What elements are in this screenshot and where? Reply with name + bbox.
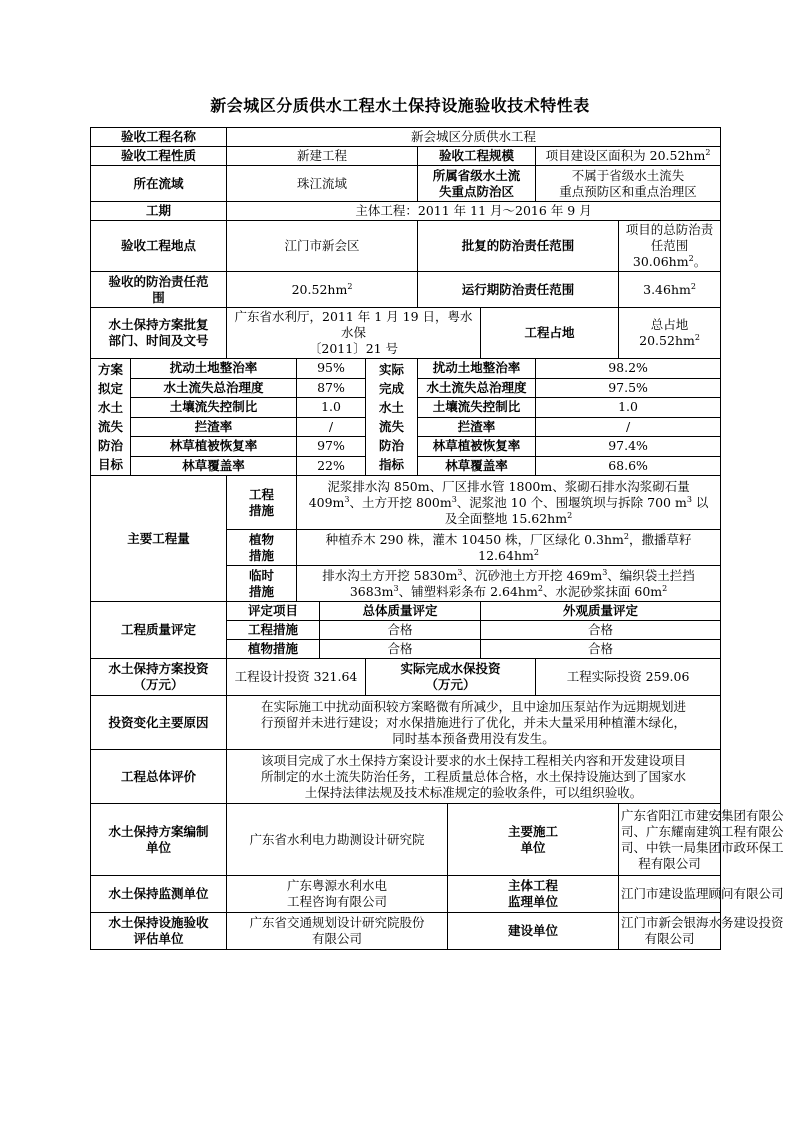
operation-scope-label: 运行期防治责任范围 [418, 272, 619, 308]
quality-item: 工程措施 [227, 621, 320, 640]
target-plan-value: 22% [297, 456, 366, 476]
plan-approval-label: 水土保持方案批复 部门、时间及文号 [91, 308, 227, 359]
actual-investment-value: 工程实际投资 259.06 [536, 659, 721, 696]
target-plan-value: 87% [297, 378, 366, 398]
scale-label: 验收工程规模 [418, 147, 536, 166]
actual-target-name: 水土流失总治理度 [418, 378, 536, 398]
target-actual-value: 1.0 [536, 398, 721, 418]
engineering-measures-label: 工程 措施 [227, 476, 297, 530]
quality-overall: 合格 [320, 640, 481, 659]
zone-value: 不属于省级水土流失 重点预防区和重点治理区 [536, 166, 721, 202]
approved-scope-value: 项目的总防治责 任范围 $30.06hm^2$。 [619, 221, 721, 272]
project-name-value: 新会城区分质供水工程 [227, 128, 721, 147]
project-name-label: 验收工程名称 [91, 128, 227, 147]
construction-unit-label: 主要施工 单位 [448, 804, 619, 876]
plan-target-header: 方案 拟定 水土 流失 防治 目标 [91, 359, 131, 476]
temporary-measures-label: 临时 措施 [227, 566, 297, 602]
target-name: 水土流失总治理度 [131, 378, 297, 398]
compile-unit-value: 广东省水利电力勘测设计研究院 [227, 804, 448, 876]
engineering-measures-value: 泥浆排水沟 850m、厂区排水管 1800m、浆砌石排水沟浆砌石量 $409m^3$、土方开挖 $800m^3$、泥浆池 10 个、围堰筑坝与拆除 700 $m^3$ 以 及全面整地 $15.62hm^2$ [297, 476, 721, 530]
period-value: 主体工程：2011 年 11 月～2016 年 9 月 [227, 202, 721, 221]
target-name: 土壤流失控制比 [131, 398, 297, 418]
target-plan-value: / [297, 417, 366, 437]
actual-target-name: 拦渣率 [418, 417, 536, 437]
operation-scope-value: $3.46hm^2$ [619, 272, 721, 308]
assessment-unit-label: 水土保持设施验收 评估单位 [91, 913, 227, 950]
approved-scope-label: 批复的防治责任范围 [418, 221, 619, 272]
actual-target-name: 扰动土地整治率 [418, 359, 536, 379]
plan-investment-label: 水土保持方案投资 （万元） [91, 659, 227, 696]
supervision-unit-label: 主体工程 监理单位 [448, 876, 619, 913]
compile-unit-label: 水土保持方案编制 单位 [91, 804, 227, 876]
construction-unit-value: 广东省阳江市建安集团有限公 司、广东耀南建筑工程有限公 司、中铁一局集团市政环保工 程有限公司 [619, 804, 721, 876]
plant-measures-value: 种植乔木 290 株，灌木 10450 株，厂区绿化 $0.3hm^2$，撒播草籽 $12.64hm^2$ [297, 530, 721, 566]
target-actual-value: 97.4% [536, 437, 721, 457]
actual-target-header: 实际 完成 水土 流失 防治 指标 [366, 359, 418, 476]
change-reason-label: 投资变化主要原因 [91, 696, 227, 750]
builder-unit-value: 江门市新会银海水务建设投资 有限公司 [619, 913, 721, 950]
builder-unit-label: 建设单位 [448, 913, 619, 950]
spec-table [90, 127, 784, 950]
zone-label: 所属省级水土流 失重点防治区 [418, 166, 536, 202]
target-actual-value: 68.6% [536, 456, 721, 476]
scale-value: 项目建设区面积为 $20.52hm^2$ [536, 147, 721, 166]
plant-measures-label: 植物 措施 [227, 530, 297, 566]
quality-header-overall: 总体质量评定 [320, 602, 481, 621]
assessment-unit-value: 广东省交通规划设计研究院股份 有限公司 [227, 913, 448, 950]
nature-value: 新建工程 [227, 147, 418, 166]
target-plan-value: 95% [297, 359, 366, 379]
actual-target-name: 林草植被恢复率 [418, 437, 536, 457]
quality-label: 工程质量评定 [91, 602, 227, 659]
land-label: 工程占地 [481, 308, 619, 359]
overall-evaluation-label: 工程总体评价 [91, 750, 227, 804]
basin-value: 珠江流域 [227, 166, 418, 202]
accept-scope-value: $20.52hm^2$ [227, 272, 418, 308]
plan-approval-value: 广东省水利厅，2011 年 1 月 19 日，粤水水保 〔2011〕21 号 [227, 308, 481, 359]
change-reason-value: 在实际施工中扰动面积较方案略微有所减少，且中途加压泵站作为远期规划进 行预留并未进行建设；对水保措施进行了优化，并未大量采用种植灌木绿化， 同时基本预备费用没有发生。 [227, 696, 721, 750]
quality-header-appearance: 外观质量评定 [481, 602, 721, 621]
basin-label: 所在流域 [91, 166, 227, 202]
actual-target-name: 土壤流失控制比 [418, 398, 536, 418]
supervision-unit-value: 江门市建设监理顾问有限公司 [619, 876, 721, 913]
page-title: 新会城区分质供水工程水土保持设施验收技术特性表 [210, 96, 590, 115]
quality-item: 植物措施 [227, 640, 320, 659]
quality-appearance: 合格 [481, 621, 721, 640]
target-plan-value: 1.0 [297, 398, 366, 418]
target-name: 拦渣率 [131, 417, 297, 437]
accept-scope-label: 验收的防治责任范 围 [91, 272, 227, 308]
monitor-unit-label: 水土保持监测单位 [91, 876, 227, 913]
target-name: 林草植被恢复率 [131, 437, 297, 457]
target-plan-value: 97% [297, 437, 366, 457]
quality-appearance: 合格 [481, 640, 721, 659]
target-name: 林草覆盖率 [131, 456, 297, 476]
actual-target-name: 林草覆盖率 [418, 456, 536, 476]
temporary-measures-value: 排水沟土方开挖 $5830m^3$、沉砂池土方开挖 $469m^3$、编织袋土拦挡 $3683m^3$、铺塑料彩条布 $2.64hm^2$、水泥砂浆抹面 $60m^2$ [297, 566, 721, 602]
target-actual-value: 98.2% [536, 359, 721, 379]
target-actual-value: 97.5% [536, 378, 721, 398]
overall-evaluation-value: 该项目完成了水土保持方案设计要求的水土保持工程相关内容和开发建设项目 所制定的水土流失防治任务，工程质量总体合格，水土保持设施达到了国家水 土保持法律法规及技术标准规定的验收条件，可以组织验收。 [227, 750, 721, 804]
quality-header-item: 评定项目 [227, 602, 320, 621]
target-actual-value: / [536, 417, 721, 437]
quality-overall: 合格 [320, 621, 481, 640]
location-label: 验收工程地点 [91, 221, 227, 272]
land-value: 总占地 $20.52hm^2$ [619, 308, 721, 359]
target-name: 扰动土地整治率 [131, 359, 297, 379]
monitor-unit-value: 广东粤源水利水电 工程咨询有限公司 [227, 876, 448, 913]
main-works-label: 主要工程量 [91, 476, 227, 602]
location-value: 江门市新会区 [227, 221, 418, 272]
plan-investment-value: 工程设计投资 321.64 [227, 659, 366, 696]
nature-label: 验收工程性质 [91, 147, 227, 166]
actual-investment-label: 实际完成水保投资 （万元） [366, 659, 536, 696]
period-label: 工期 [91, 202, 227, 221]
